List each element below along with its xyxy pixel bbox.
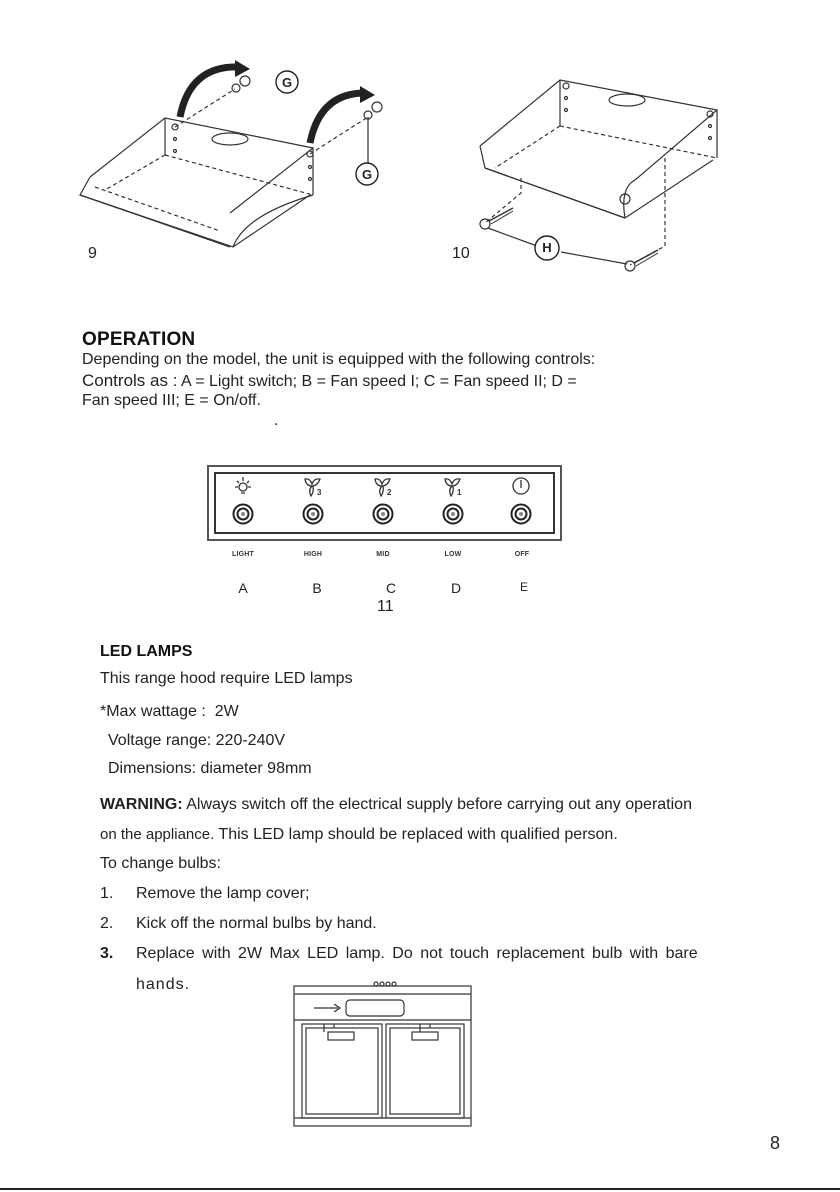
operation-line-3: Fan speed III; E = On/off. <box>82 392 261 409</box>
step-2-text: Kick off the normal bulbs by hand. <box>136 915 377 932</box>
figure-11-number: 11 <box>377 598 394 615</box>
led-voltage-range: Voltage range: 220-240V <box>108 732 286 749</box>
controls-as-label: Controls as : <box>82 371 178 390</box>
warning-line-2b: This LED lamp should be replaced with qualified person. <box>218 826 618 843</box>
warning-label: WARNING: <box>100 796 183 813</box>
panel-letter-d: D <box>450 580 462 596</box>
mid-speed-button[interactable] <box>372 503 394 525</box>
operation-line-2 <box>82 371 577 391</box>
led-dimensions: Dimensions: diameter 98mm <box>108 760 312 777</box>
callout-h: H <box>542 240 552 255</box>
off-button[interactable] <box>510 503 532 525</box>
panel-label-light: LIGHT <box>232 551 254 558</box>
bottom-rule <box>0 1188 840 1190</box>
light-bulb-icon <box>232 474 254 498</box>
callout-g-right: G <box>361 167 373 182</box>
warning-line-1 <box>100 796 692 814</box>
warning-text: Always switch off the electrical supply before carrying out any operation <box>182 796 692 813</box>
light-button[interactable] <box>232 503 254 525</box>
panel-label-high: HIGH <box>303 551 323 558</box>
panel-letter-b: B <box>312 580 322 596</box>
panel-letter-a: A <box>238 580 248 596</box>
panel-letter-c: C <box>385 580 397 596</box>
step-1-text: Remove the lamp cover; <box>136 885 310 902</box>
led-lamps-title: LED LAMPS <box>100 643 193 660</box>
lamp-cover-drawing <box>290 980 475 1130</box>
fan-digit-2: 2 <box>387 488 392 497</box>
operation-title: OPERATION <box>82 329 196 350</box>
step-2-number: 2. <box>100 915 114 932</box>
figure-9-hood-drawing <box>70 55 400 255</box>
panel-label-mid: MID <box>376 551 390 558</box>
controls-list: A = Light switch; B = Fan speed I; C = Fan speed II; D = <box>177 373 577 390</box>
led-line-1: This range hood require LED lamps <box>100 670 353 687</box>
warning-line-2 <box>100 826 618 844</box>
high-speed-button[interactable] <box>302 503 324 525</box>
warning-line-2a: on the appliance. <box>100 826 215 843</box>
fan-digit-1: 1 <box>457 488 462 497</box>
panel-label-low: LOW <box>444 551 462 558</box>
page-number: 8 <box>770 1133 781 1153</box>
stray-dot: . <box>274 412 279 429</box>
panel-label-off: OFF <box>514 551 530 558</box>
figure-10-hood-drawing <box>455 68 735 278</box>
figure-9-number: 9 <box>88 245 97 262</box>
change-bulbs-heading: To change bulbs: <box>100 855 221 872</box>
fan-speed-3-icon <box>302 474 324 498</box>
panel-letter-e: E <box>519 580 528 594</box>
callout-g-top: G <box>281 75 293 90</box>
operation-line-1: Depending on the model, the unit is equipped with the following controls: <box>82 351 596 368</box>
power-icon <box>510 474 532 498</box>
low-speed-button[interactable] <box>442 503 464 525</box>
led-max-wattage: *Max wattage : 2W <box>100 703 239 720</box>
fan-digit-3: 3 <box>317 488 322 497</box>
step-3-number: 3. <box>100 945 114 962</box>
fan-speed-2-icon <box>372 474 394 498</box>
step-3-continued: hands. <box>136 976 191 993</box>
fan-speed-1-icon <box>442 474 464 498</box>
step-3-text: Replace with 2W Max LED lamp. Do not touch replacement bulb with bare <box>136 945 698 962</box>
step-1-number: 1. <box>100 885 114 902</box>
figure-10-number: 10 <box>452 245 470 262</box>
